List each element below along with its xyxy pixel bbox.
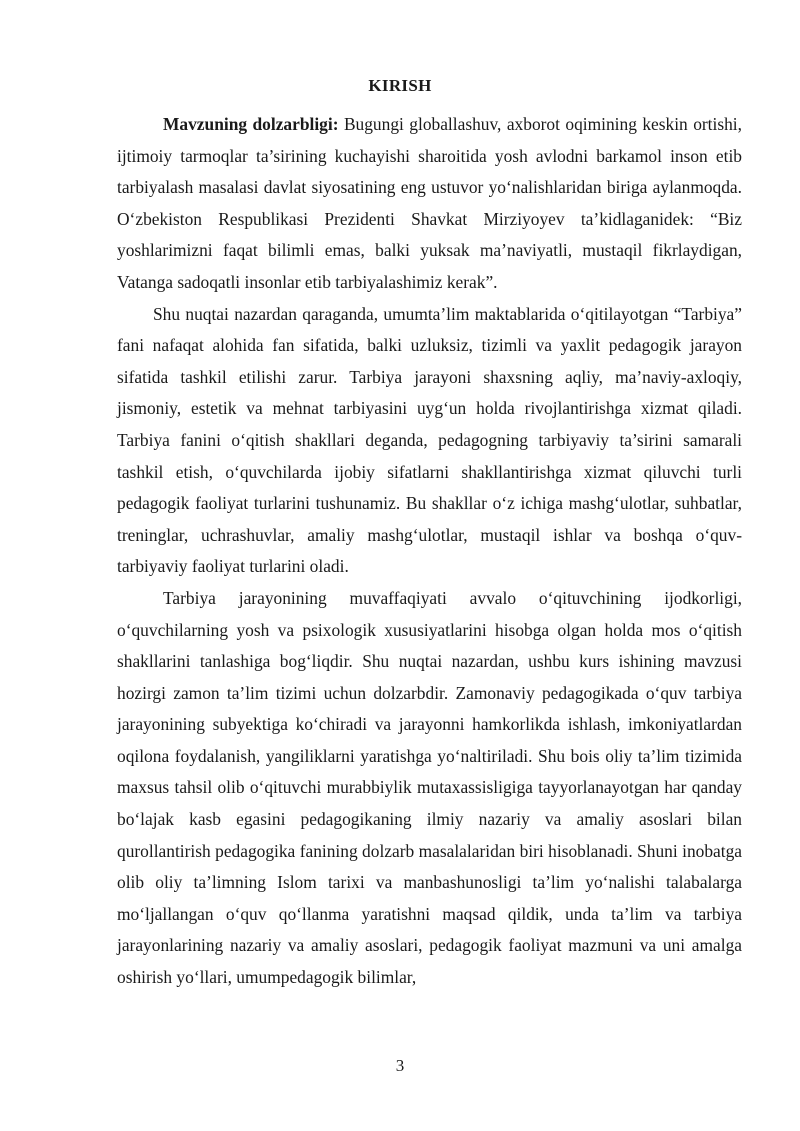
page-number: 3 — [395, 1056, 405, 1075]
paragraph-tarbiya-process — [117, 583, 742, 994]
paragraph-relevance — [117, 109, 742, 299]
page-title: KIRISH — [368, 76, 432, 95]
paragraph-text: Shu nuqtai nazardan qaraganda, umumta’lim maktablarida o‘qitilayotgan “Tarbiya” fani nafaqat alohida fan sifatida, balki uzluksiz, tizimli va yaxlit pedagogik jarayon sifatida tashkil etilishi zarur. Tarbiya jarayoni shaxsning aqliy, ma’naviy-axloqiy, jismoniy, estetik va mehnat tarbiyasini uyg‘un holda rivojlantirishga xizmat qiladi. Tarbiya fanini o‘qitish shakllari deganda, pedagogning tarbiyaviy ta’sirini samarali tashkil etish, o‘quvchilarda ijobiy sifatlarni shakllantirishga xizmat qiluvchi turli pedagogik faoliyat turlarini tushunamiz. Bu shakllar o‘z ichiga mashg‘ulotlar, suhbatlar, treninglar, uchrashuvlar, amaliy mashg‘ulotlar, mustaqil ishlar va boshqa o‘quv-tarbiyaviy faoliyat turlarini oladi. — [117, 303, 742, 577]
paragraph-tarbiya-subject — [117, 299, 742, 583]
document-body — [117, 109, 742, 994]
paragraph-lead-heading: Mavzuning dolzarbligi: — [163, 114, 339, 134]
paragraph-text: Tarbiya jarayonining muvaffaqiyati avvalo o‘qituvchining ijodkorligi, o‘quvchilarning yosh va psixologik xususiyatlarini hisobga olgan holda mos o‘qitish shakllarini tanlashiga bog‘liqdir. Shu nuqtai nazardan, ushbu kurs ishining mavzusi hozirgi zamon ta’lim tizimi uchun dolzarbdir. Zamonaviy pedagogikada o‘quv tarbiya jarayonining subyektiga ko‘chiradi va jarayonni hamkorlikda ishlash, imkoniyatlardan oqilona foydalanish, yangiliklarni yaratishga yo‘naltiriladi. Shu bois oliy ta’lim tizimida maxsus tahsil olib o‘qituvchi murabbiylik mutaxassisligiga tayyorlanayotgan har qanday bo‘lajak kasb egasini pedagogikaning ilmiy nazariy va amaliy asoslari bilan qurollantirish pedagogika fanining dolzarb masalalaridan biri hisoblanadi. Shuni inobatga olib oliy ta’limning Islom tarixi va manbashunosligi ta’lim yo‘nalishi talabalarga mo‘ljallangan o‘quv qo‘llanma yaratishni maqsad qildik, unda ta’lim va tarbiya jarayonlarining nazariy va amaliy asoslari, pedagogik faoliyat mazmuni va uni amalga oshirish yo‘llari, umumpedagogik bilimlar, — [117, 587, 742, 988]
paragraph-text: Bugungi globallashuv, axborot oqimining keskin ortishi, ijtimoiy tarmoqlar ta’sirining kuchayishi sharoitida yosh avlodni barkamol inson etib tarbiyalash masalasi davlat siyosatining eng ustuvor yo‘nalishlaridan biriga aylanmoqda. O‘zbekiston Respublikasi Prezidenti Shavkat Mirziyoyev ta’kidlaganidek: “Biz yoshlarimizni faqat bilimli emas, balki yuksak ma’naviyatli, mustaqil fikrlaydigan, Vatanga sadoqatli insonlar etib tarbiyalashimiz kerak”. — [117, 114, 742, 292]
